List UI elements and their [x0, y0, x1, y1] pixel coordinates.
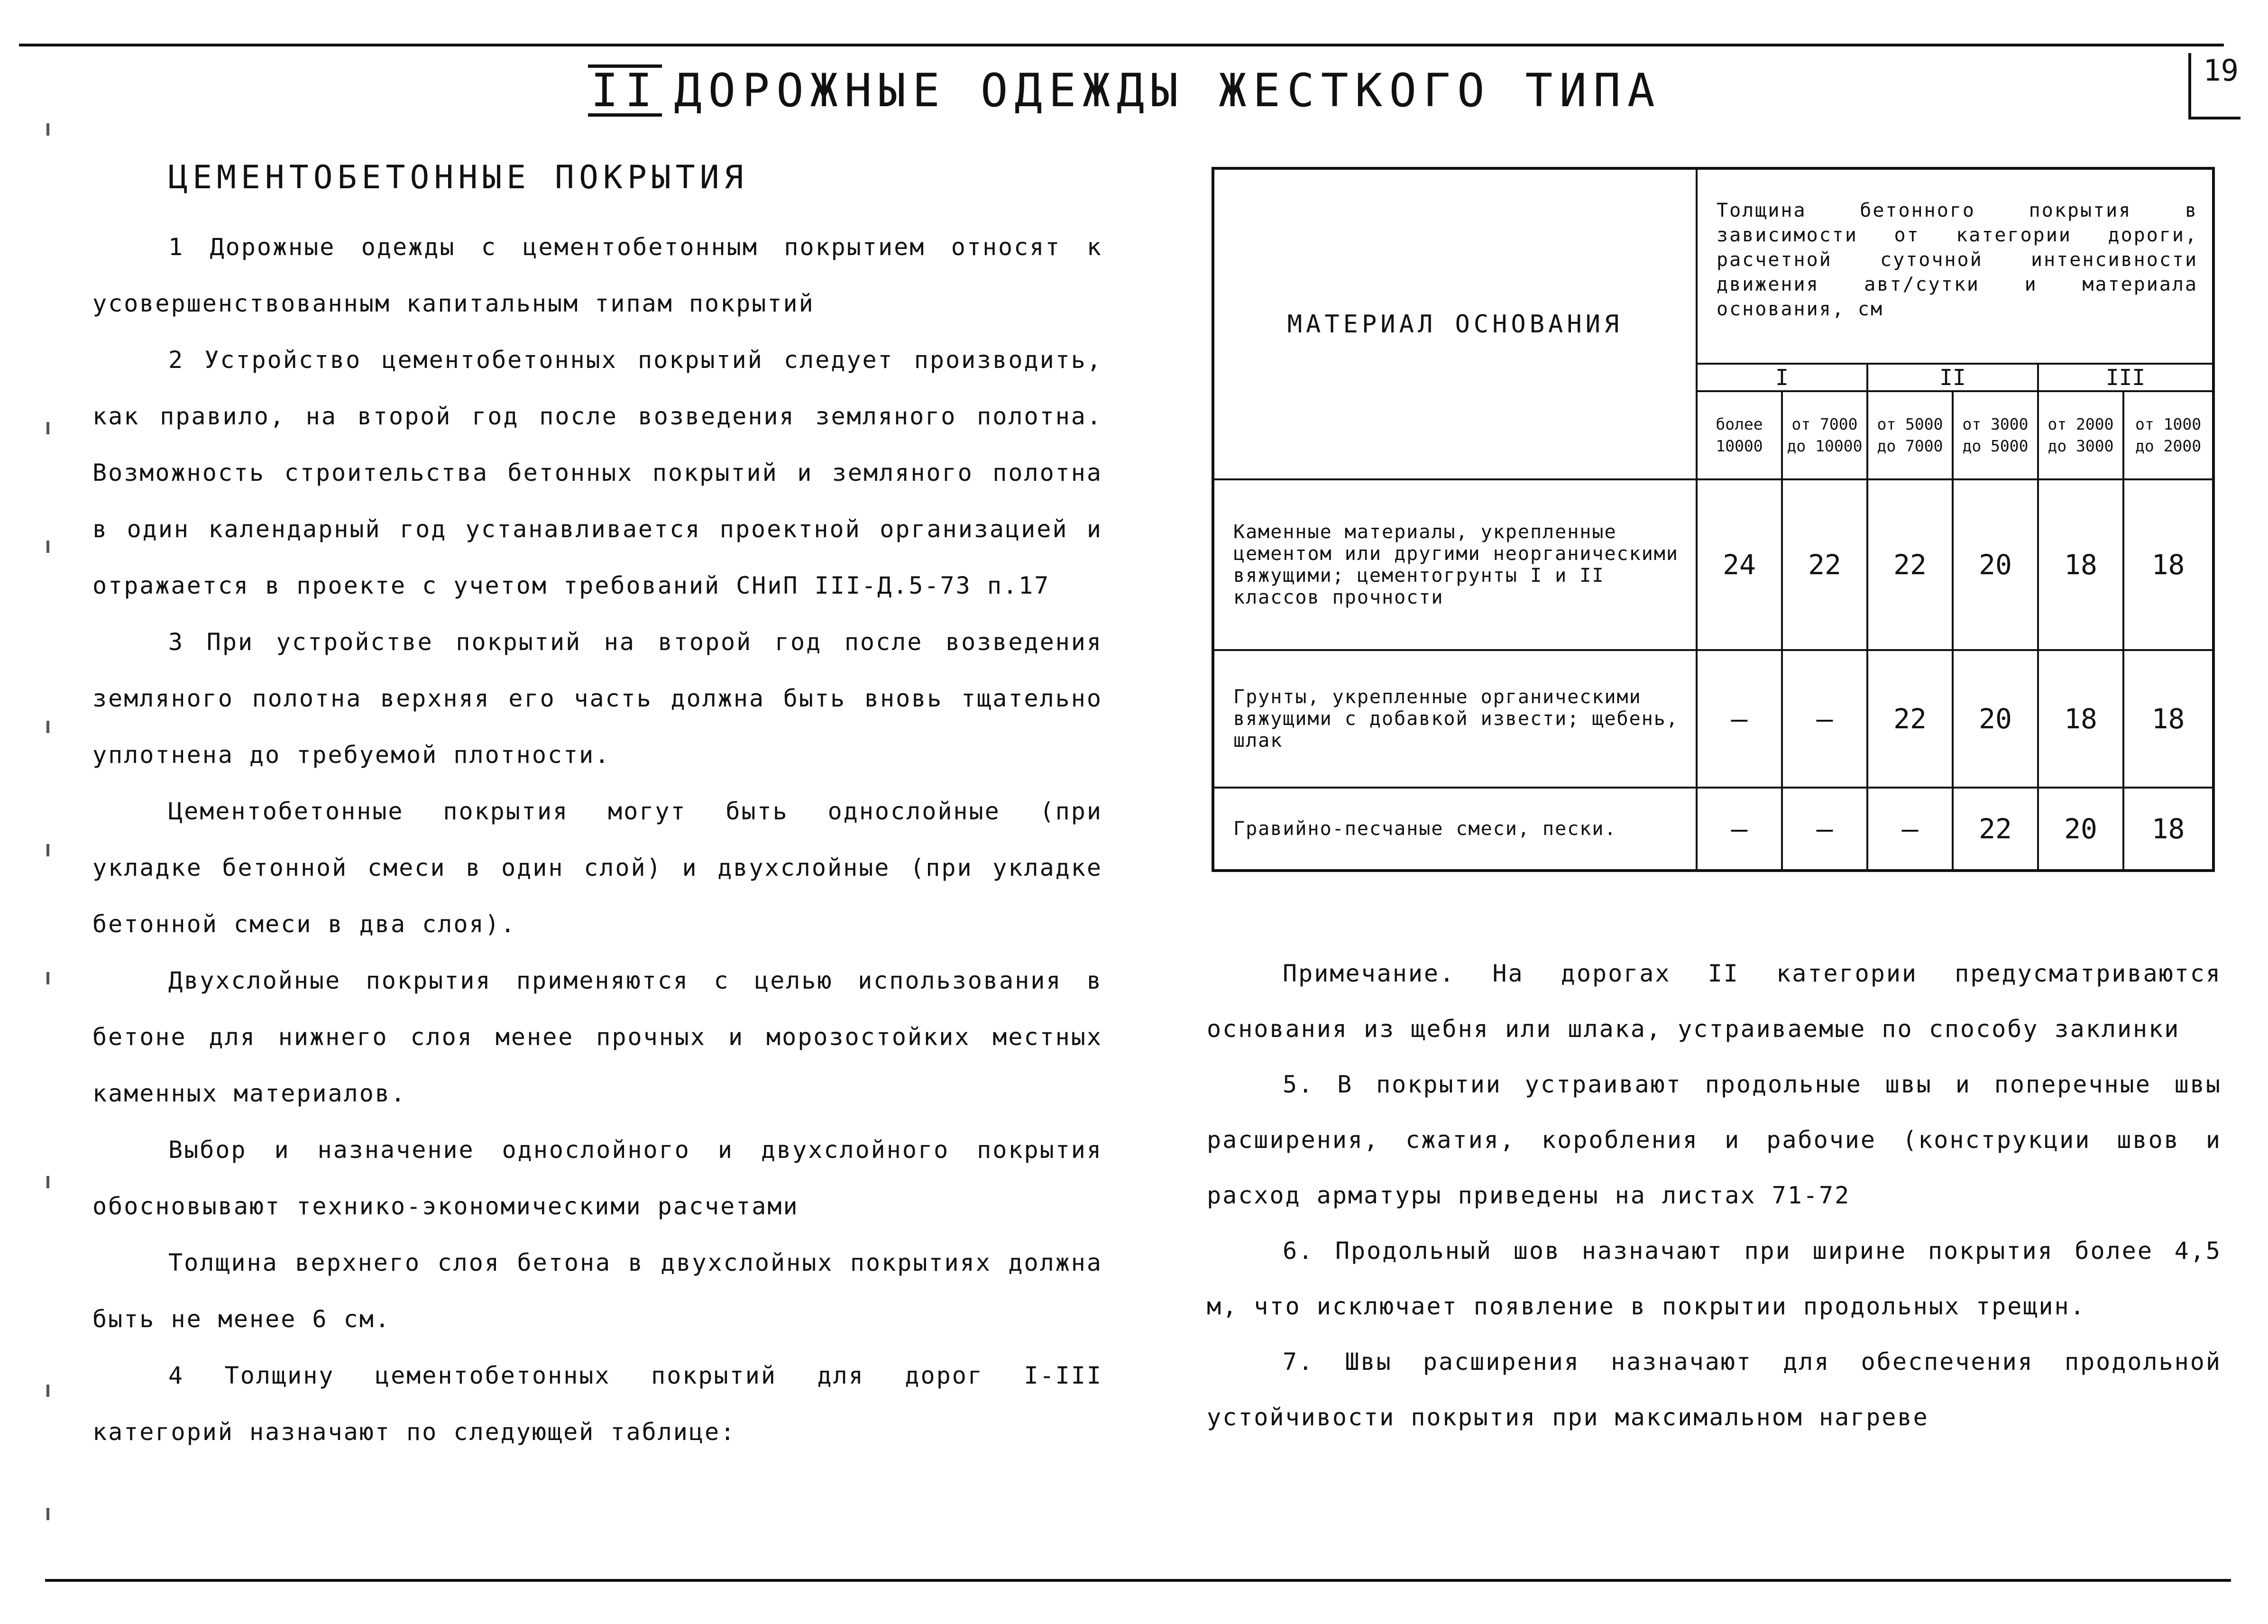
header-range: от 2000 до 3000 [2038, 391, 2123, 479]
header-material: МАТЕРИАЛ ОСНОВАНИЯ [1213, 168, 1697, 479]
row-value: 20 [1953, 650, 2038, 788]
row-value: 20 [2038, 788, 2123, 871]
header-range: более 10000 [1697, 391, 1782, 479]
margin-mark [46, 541, 49, 553]
header-category-3: III [2038, 364, 2213, 391]
header-category-1: I [1697, 364, 1867, 391]
page-title [588, 64, 1662, 117]
paragraph-7: Толщина верхнего слоя бетона в двухслойных покрытиях должна быть не менее 6 см. [92, 1249, 1102, 1333]
header-range: от 7000 до 10000 [1782, 391, 1867, 479]
top-rule [19, 44, 2224, 46]
thickness-table [1212, 167, 2215, 872]
paragraph-4: Цементобетонные покрытия могут быть однослойные (при укладке бетонной смеси в один слой) и двухслойные (при укладке бетонной смеси в два слоя). [92, 798, 1102, 938]
header-range: от 5000 до 7000 [1867, 391, 1953, 479]
margin-mark [46, 972, 49, 984]
paragraph-6-longitudinal: 6. Продольный шов назначают при ширине покрытия более 4,5 м, что исключает появление в покрытии продольных трещин. [1207, 1237, 2222, 1320]
margin-mark [46, 123, 49, 136]
paragraph-7-expansion: 7. Швы расширения назначают для обеспечения продольной устойчивости покрытия при максимальном нагреве [1207, 1348, 2222, 1431]
margin-mark [46, 1508, 49, 1520]
left-column [92, 159, 1102, 1460]
row-value: 18 [2123, 788, 2213, 871]
row-value: — [1782, 788, 1867, 871]
paragraph-2: 2 Устройство цементобетонных покрытий следует производить, как правило, на второй год после возведения земляного полотна. Возможность строительства бетонных покрытий и земляного полотна в один календарный год устанавливается проектной организацией и отражается в проекте с учетом требований СНиП III-Д.5-73 п.17 [92, 346, 1102, 599]
table-row [1213, 788, 2213, 871]
binding-margin-marks [46, 104, 51, 1574]
paragraph-1: 1 Дорожные одежды с цементобетонным покрытием относят к усовершенствованным капитальным типам покрытий [92, 233, 1102, 317]
paragraph-3: 3 При устройстве покрытий на второй год после возведения земляного полотна верхняя его часть должна быть вновь тщательно уплотнена до требуемой плотности. [92, 628, 1102, 769]
header-range: от 1000 до 2000 [2123, 391, 2213, 479]
margin-mark [46, 422, 49, 434]
row-value: 18 [2123, 650, 2213, 788]
row-material: Грунты, укрепленные органическими вяжущими с добавкой извести; щебень, шлак [1213, 650, 1697, 788]
row-value: 20 [1953, 479, 2038, 650]
row-value: — [1697, 788, 1782, 871]
bottom-rule [45, 1579, 2231, 1582]
margin-mark [46, 1176, 49, 1188]
paragraph-6: Выбор и назначение однослойного и двухслойного покрытия обосновывают технико-экономическими расчетами [92, 1136, 1102, 1220]
header-range: от 3000 до 5000 [1953, 391, 2038, 479]
paragraph-5-joints: 5. В покрытии устраивают продольные швы и поперечные швы расширения, сжатия, коробления и рабочие (конструкции швов и расход арматуры приведены на листах 71-72 [1207, 1071, 2222, 1209]
section-title: ЦЕМЕНТОБЕТОННЫЕ ПОКРЫТИЯ [168, 159, 748, 196]
header-category-2: II [1867, 364, 2038, 391]
row-value: — [1697, 650, 1782, 788]
title-roman-numeral: II [588, 64, 662, 117]
right-column [1207, 946, 2222, 1445]
row-value: 18 [2038, 650, 2123, 788]
row-value: — [1867, 788, 1953, 871]
row-value: 22 [1867, 479, 1953, 650]
margin-mark [46, 844, 49, 856]
row-value: 18 [2038, 479, 2123, 650]
row-value: 18 [2123, 479, 2213, 650]
row-material: Гравийно-песчаные смеси, пески. [1213, 788, 1697, 871]
table-row [1213, 479, 2213, 650]
paragraph-8: 4 Толщину цементобетонных покрытий для дорог I-III категорий назначают по следующей таблице: [92, 1362, 1102, 1446]
row-value: 22 [1953, 788, 2038, 871]
row-value: 22 [1782, 479, 1867, 650]
row-value: 22 [1867, 650, 1953, 788]
table-row [1213, 650, 2213, 788]
row-value: — [1782, 650, 1867, 788]
margin-mark [46, 1385, 49, 1397]
margin-mark [46, 721, 49, 733]
header-thickness: Толщина бетонного покрытия в зависимости от категории дороги, расчетной суточной интенсивности движения авт/сутки и материала основания, см [1697, 168, 2213, 364]
paragraph-5: Двухслойные покрытия применяются с целью использования в бетоне для нижнего слоя менее прочных и морозостойких местных каменных материалов. [92, 967, 1102, 1107]
row-value: 24 [1697, 479, 1782, 650]
title-text: ДОРОЖНЫЕ ОДЕЖДЫ ЖЕСТКОГО ТИПА [674, 64, 1662, 117]
note-paragraph: Примечание. На дорогах II категории предусматриваются основания из щебня или шлака, устраиваемые по способу заклинки [1207, 960, 2222, 1043]
row-material: Каменные материалы, укрепленные цементом или другими неорганическими вяжущими; цементогрунты I и II классов прочности [1213, 479, 1697, 650]
page-number: 19 [2188, 53, 2240, 119]
